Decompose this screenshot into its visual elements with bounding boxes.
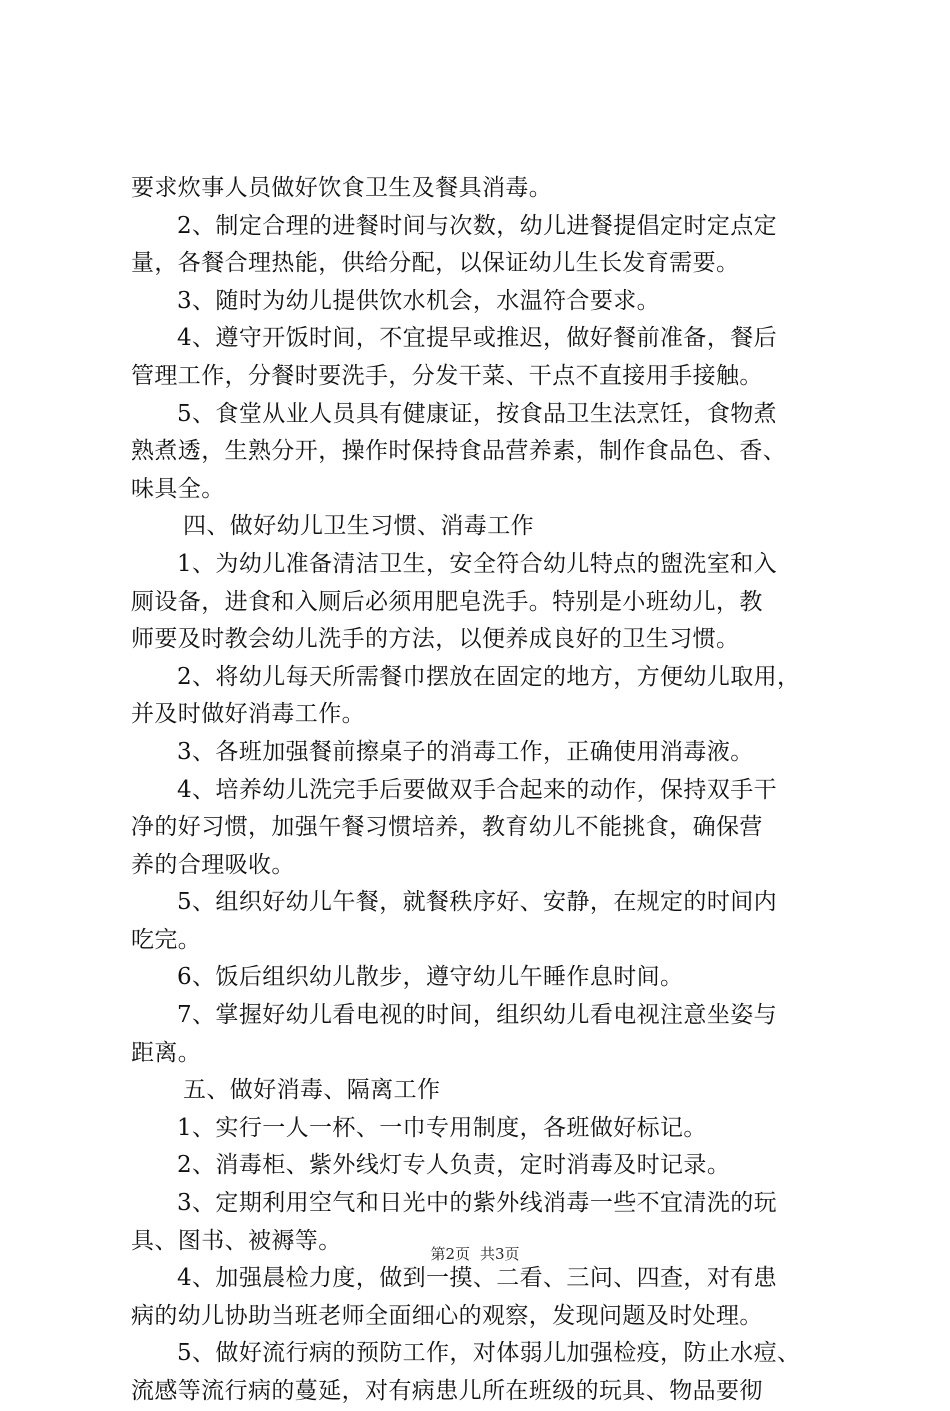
- text-line: 吃完。: [131, 926, 202, 953]
- text-line: 管理工作，分餐时要洗手，分发干菜、干点不直接用手接触。: [131, 362, 763, 389]
- section-heading: 五、做好消毒、隔离工作: [183, 1077, 441, 1104]
- text-line: 3、随时为幼儿提供饮水机会，水温符合要求。: [177, 287, 661, 314]
- page-footer: [0, 1244, 950, 1264]
- text-line: 7、掌握好幼儿看电视的时间，组织幼儿看电视注意坐姿与: [177, 1002, 778, 1029]
- text-line: 3、定期利用空气和日光中的紫外线消毒一些不宜清洗的玩: [177, 1190, 778, 1217]
- text-line: 厕设备，进食和入厕后必须用肥皂洗手。特别是小班幼儿，教: [131, 588, 763, 615]
- text-line: 病的幼儿协助当班老师全面细心的观察，发现问题及时处理。: [131, 1302, 763, 1329]
- section-heading: 四、做好幼儿卫生习惯、消毒工作: [183, 513, 534, 540]
- text-line: 5、食堂从业人员具有健康证，按食品卫生法烹饪，食物煮: [177, 400, 778, 427]
- text-line: 师要及时教会幼儿洗手的方法，以便养成良好的卫生习惯。: [131, 626, 740, 653]
- text-line: 3、各班加强餐前擦桌子的消毒工作，正确使用消毒液。: [177, 738, 754, 765]
- text-line: 流感等流行病的蔓延，对有病患儿所在班级的玩具、物品要彻: [131, 1378, 763, 1404]
- text-line: 养的合理吸收。: [131, 851, 295, 878]
- text-line: 4、遵守开饭时间，不宜提早或推迟，做好餐前准备，餐后: [177, 325, 778, 352]
- document-body: [131, 170, 831, 1411]
- text-line: 味具全。: [131, 475, 225, 502]
- text-line: 5、组织好幼儿午餐，就餐秩序好、安静，在规定的时间内: [177, 889, 778, 916]
- text-line: 4、培养幼儿洗完手后要做双手合起来的动作，保持双手干: [177, 776, 778, 803]
- text-line: 具、图书、被褥等。: [131, 1227, 342, 1254]
- text-line: 熟煮透，生熟分开，操作时保持食品营养素，制作食品色、香、: [131, 438, 787, 465]
- text-line: 净的好习惯，加强午餐习惯培养，教育幼儿不能挑食，确保营: [131, 814, 763, 841]
- text-line: 1、实行一人一杯、一巾专用制度，各班做好标记。: [177, 1114, 707, 1141]
- text-line: 6、饭后组织幼儿散步，遵守幼儿午睡作息时间。: [177, 964, 684, 991]
- text-line: 4、加强晨检力度，做到一摸、二看、三问、四查，对有患: [177, 1265, 778, 1292]
- text-line: 要求炊事人员做好饮食卫生及餐具消毒。: [131, 175, 553, 201]
- text-line: 2、制定合理的进餐时间与次数，幼儿进餐提倡定时定点定: [177, 212, 778, 239]
- text-line: 2、将幼儿每天所需餐巾摆放在固定的地方，方便幼儿取用，: [177, 663, 801, 690]
- text-line: 量，各餐合理热能，供给分配，以保证幼儿生长发育需要。: [131, 250, 740, 277]
- page-total: 共3页: [480, 1245, 520, 1263]
- text-line: 2、消毒柜、紫外线灯专人负责，定时消毒及时记录。: [177, 1152, 731, 1179]
- text-line: 距离。: [131, 1039, 202, 1066]
- text-line: 5、做好流行病的预防工作，对体弱儿加强检疫，防止水痘、: [177, 1340, 801, 1367]
- text-line: 1、为幼儿准备清洁卫生，安全符合幼儿特点的盥洗室和入: [177, 550, 778, 577]
- page-number: 第2页: [430, 1245, 470, 1263]
- text-line: 并及时做好消毒工作。: [131, 701, 365, 728]
